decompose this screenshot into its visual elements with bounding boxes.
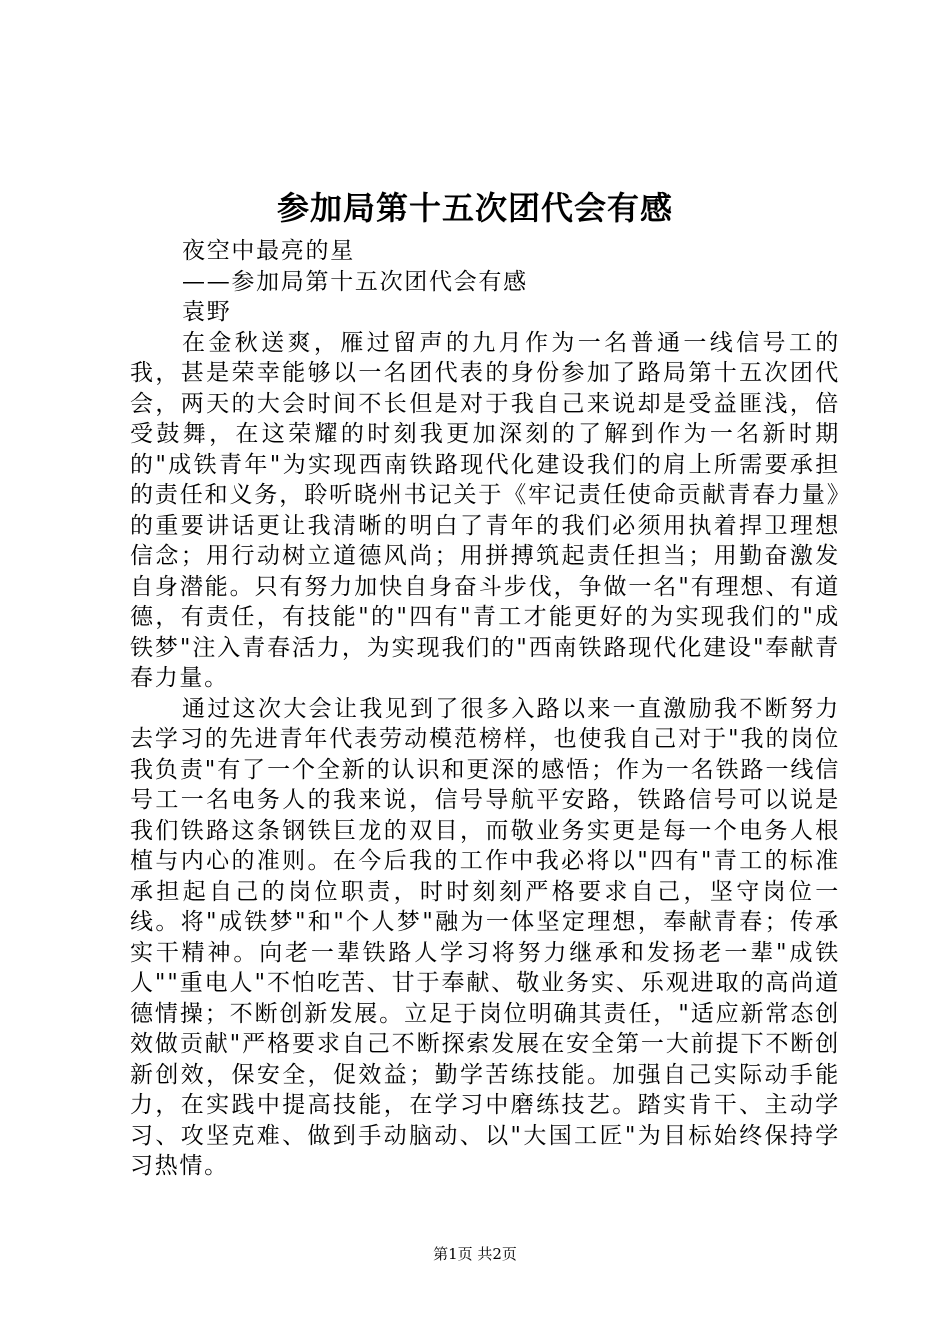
subtitle-line: ——参加局第十五次团代会有感: [182, 268, 528, 295]
document-body: [130, 236, 840, 1182]
document-title: 参加局第十五次团代会有感: [276, 189, 673, 227]
paragraph-2: 通过这次大会让我见到了很多入路以来一直激励我不断努力去学习的先进青年代表劳动模范榜样，也使我自己对于"我的岗位我负责"有了一个全新的认识和更深的感悟；作为一名铁路一线信号工一名电务人的我来说，信号导航平安路，铁路信号可以说是我们铁路这条钢铁巨龙的双目，而敬业务实更是每一个电务人根植与内心的准则。在今后我的工作中我必将以"四有"青工的标准承担起自己的岗位职责，时时刻刻严格要求自己，坚守岗位一线。将"成铁梦"和"个人梦"融为一体坚定理想，奉献青春；传承实干精神。向老一辈铁路人学习将努力继承和发扬老一辈"成铁人""重电人"不怕吃苦、甘于奉献、敬业务实、乐观进取的高尚道德情操；不断创新发展。立足于岗位明确其责任，"适应新常态创效做贡献"严格要求自己不断探索发展在安全第一大前提下不断创新创效，保安全，促效益；勤学苦练技能。加强自己实际动手能力，在实践中提高技能，在学习中磨练技艺。踏实肯干、主动学习、攻坚克难、做到手动脑动、以"大国工匠"为目标始终保持学习热情。: [130, 695, 840, 1179]
page-footer: 第1页 共2页: [433, 1245, 517, 1263]
heading-line: 夜空中最亮的星: [182, 238, 355, 264]
author-name: 袁野: [182, 299, 232, 325]
paragraph-1: 在金秋送爽，雁过留声的九月作为一名普通一线信号工的我，甚是荣幸能够以一名团代表的身份参加了路局第十五次团代会，两天的大会时间不长但是对于我自己来说却是受益匪浅，倍受鼓舞，在这荣耀的时刻我更加深刻的了解到作为一名新时期的"成铁青年"为实现西南铁路现代化建设我们的肩上所需要承担的责任和义务，聆听晓州书记关于《牢记责任使命贡献青春力量》的重要讲话更让我清晰的明白了青年的我们必须用执着捍卫理想信念；用行动树立道德风尚；用拼搏筑起责任担当；用勤奋激发自身潜能。只有努力加快自身奋斗步伐，争做一名"有理想、有道德，有责任，有技能"的"四有"青工才能更好的为实现我们的"成铁梦"注入青春活力，为实现我们的"西南铁路现代化建设"奉献青春力量。: [130, 329, 840, 691]
